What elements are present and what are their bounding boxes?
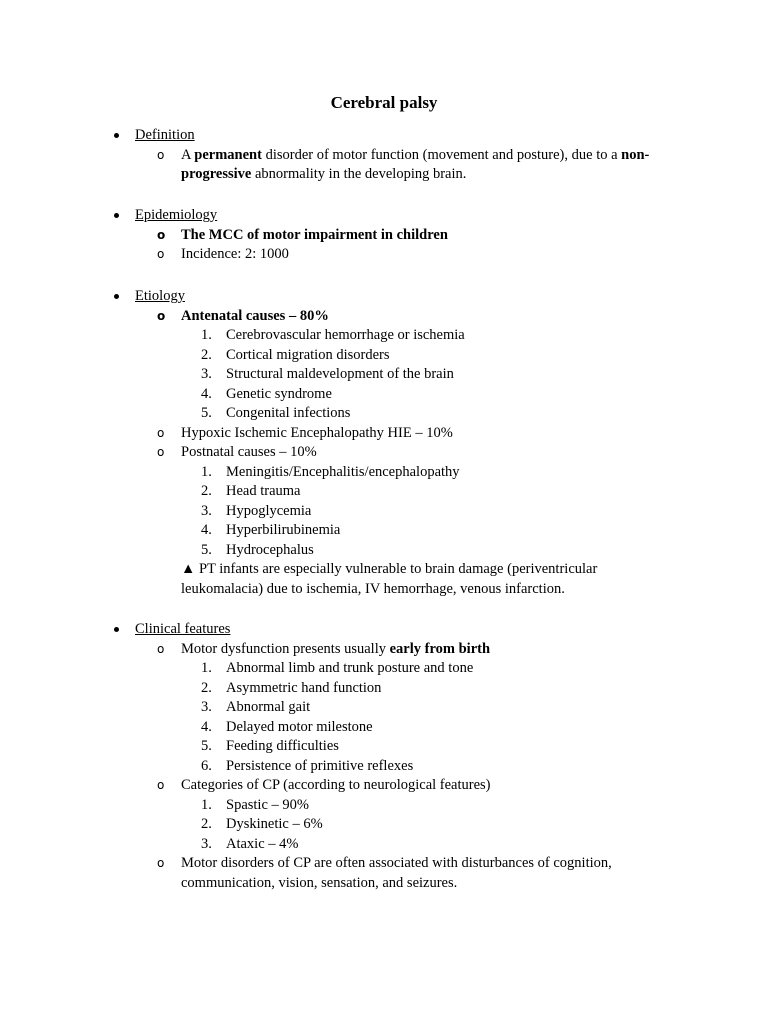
- numbered-item: 2. Asymmetric hand function: [201, 679, 382, 696]
- numbered-item: 5. Congenital infections: [201, 405, 351, 421]
- numbered-item: 2. Cortical migration disorders: [201, 346, 390, 363]
- numbered-item: 5. Hydrocephalus: [201, 541, 314, 558]
- numbered-item: 4. Hyperbilirubinemia: [201, 522, 341, 538]
- numbered-item: 3. Abnormal gait: [201, 699, 311, 715]
- bullet-icon: [114, 294, 119, 299]
- list-item: o The MCC of motor impairment in children: [113, 226, 673, 246]
- numbered-item: 5. Feeding difficulties: [201, 738, 339, 754]
- section-epidemiology: [113, 206, 673, 265]
- section-etiology: [113, 287, 673, 599]
- numbered-item: 2. Head trauma: [201, 483, 301, 499]
- section-heading: Epidemiology: [135, 207, 218, 223]
- circle-bullet-icon: o: [157, 147, 165, 162]
- circle-bullet-icon: o: [157, 308, 166, 323]
- list-item: o A permanent disorder of motor function (movement and posture), due to a non-progressive abnormality in the developing brain.: [157, 146, 650, 182]
- warning-note: ▲ PT infants are especially vulnerable to brain damage (periventricular leukomalacia) due to ischemia, IV hemorrhage, venous infarction.: [181, 561, 598, 597]
- numbered-item: 1. Abnormal limb and trunk posture and tone: [201, 660, 474, 676]
- list-item: o Antenatal causes – 80%: [113, 307, 673, 327]
- list-item: o Motor dysfunction presents usually early from birth: [113, 640, 673, 660]
- list-item: o Hypoxic Ischemic Encephalopathy HIE – 10%: [113, 424, 673, 444]
- circle-bullet-icon: o: [157, 425, 165, 440]
- section-heading: Clinical features: [135, 621, 231, 637]
- numbered-item: 3. Ataxic – 4%: [201, 835, 299, 852]
- numbered-item: 1. Meningitis/Encephalitis/encephalopathy: [201, 463, 460, 480]
- circle-bullet-icon: o: [157, 227, 166, 242]
- circle-bullet-icon: o: [157, 778, 165, 792]
- bullet-icon: [114, 627, 119, 632]
- list-item: o Postnatal causes – 10%: [113, 443, 673, 463]
- bullet-icon: [114, 133, 119, 138]
- bullet-icon: [114, 213, 119, 218]
- circle-bullet-icon: o: [157, 445, 165, 459]
- list-item: o Motor disorders of CP are often associated with disturbances of cognition, communication, vision, sensation, and seizures.: [157, 855, 612, 891]
- section-heading: Etiology: [135, 288, 185, 304]
- page-title: Cerebral palsy: [330, 93, 438, 112]
- numbered-item: 6. Persistence of primitive reflexes: [201, 757, 414, 774]
- numbered-item: 3. Structural maldevelopment of the brain: [201, 366, 454, 382]
- list-item: o Incidence: 2: 1000: [113, 245, 673, 265]
- numbered-item: 2. Dyskinetic – 6%: [201, 816, 323, 832]
- section-clinical-features: [113, 620, 673, 893]
- list-item: o Categories of CP (according to neurological features): [113, 776, 673, 796]
- numbered-item: 3. Hypoglycemia: [201, 502, 312, 519]
- numbered-item: 1. Cerebrovascular hemorrhage or ischemia: [201, 327, 465, 343]
- circle-bullet-icon: o: [157, 856, 165, 870]
- section-definition: [113, 126, 673, 185]
- circle-bullet-icon: o: [157, 247, 165, 261]
- numbered-item: 4. Delayed motor milestone: [201, 718, 373, 735]
- section-heading: Definition: [135, 127, 195, 143]
- numbered-item: 4. Genetic syndrome: [201, 385, 332, 402]
- circle-bullet-icon: o: [157, 641, 165, 656]
- numbered-item: 1. Spastic – 90%: [201, 796, 309, 813]
